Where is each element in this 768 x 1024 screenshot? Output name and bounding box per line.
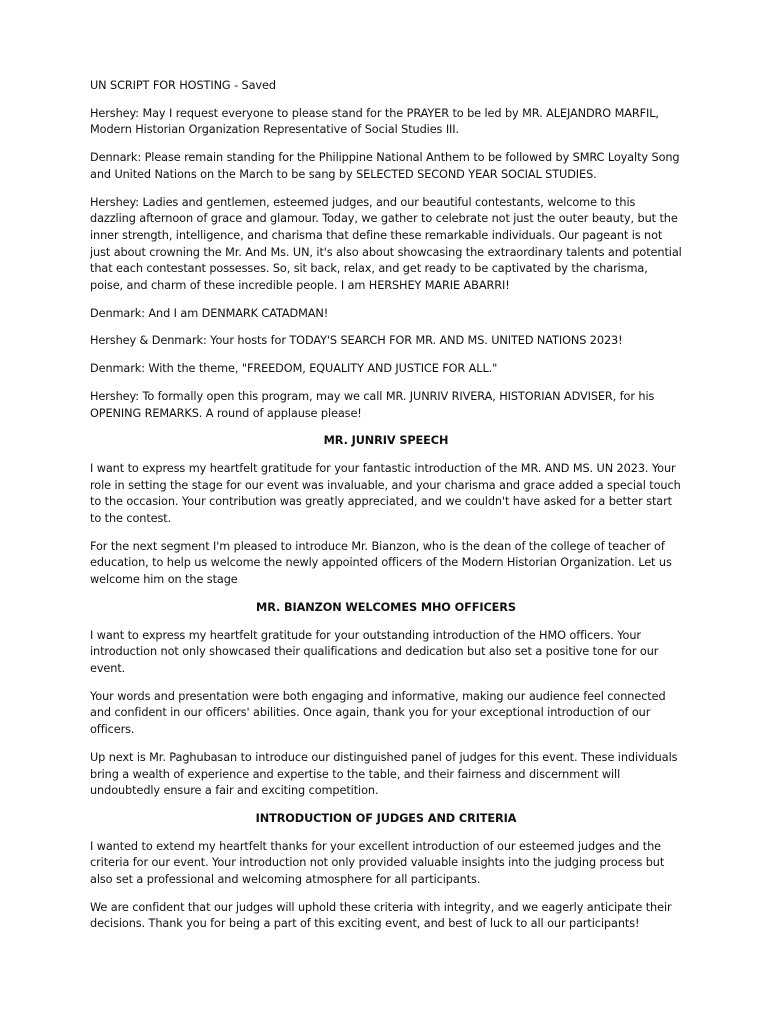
script-paragraph: We are confident that our judges will uphold these criteria with integrity, and we eagerly anticipate their decisions. Thank you for being a part of this exciting event, and best of luck to all our participants! (90, 900, 672, 931)
document-page (90, 78, 682, 944)
script-paragraph: Hershey: Ladies and gentlemen, esteemed judges, and our beautiful contestants, welcome to this dazzling afternoon of grace and glamour. Today, we gather to celebrate not just the outer beauty, but the inner strength, intelligence, and charisma that define these remarkable individuals. Our pageant is not just about crowning the Mr. And Ms. UN, it's also about showcasing the extraordinary talents and potential that each contestant possesses. So, sit back, relax, and get ready to be captivated by the charisma, poise, and charm of these incredible people. I am HERSHEY MARIE ABARRI! (90, 195, 682, 293)
script-paragraph: Your words and presentation were both engaging and informative, making our audience feel connected and confident in our officers' abilities. Once again, thank you for your exceptional introduction of our officers. (90, 689, 666, 737)
script-paragraph: Dennark: Please remain standing for the Philippine National Anthem to be followed by SMRC Loyalty Song and United Nations on the March to be sang by SELECTED SECOND YEAR SOCIAL STUDIES. (90, 151, 680, 181)
section-heading: MR. BIANZON WELCOMES MHO OFFICERS (256, 600, 516, 614)
script-paragraph: Hershey: May I request everyone to please stand for the PRAYER to be led by MR. ALEJANDRO MARFIL, Modern Historian Organization Representative of Social Studies III. (90, 106, 659, 137)
section-heading: MR. JUNRIV SPEECH (323, 434, 449, 448)
script-paragraph: Denmark: And I am DENMARK CATADMAN! (90, 306, 329, 320)
script-paragraph: I want to express my heartfelt gratitude for your outstanding introduction of the HMO officers. Your introduction not only showcased their qualifications and dedication but also set a positive tone for our event. (90, 628, 659, 675)
script-paragraph: Denmark: With the theme, "FREEDOM, EQUALITY AND JUSTICE FOR ALL." (90, 362, 498, 376)
script-paragraph: For the next segment I'm pleased to introduce Mr. Bianzon, who is the dean of the college of teacher of education, to help us welcome the newly appointed officers of the Modern Historian Organization. Let us welcome him on the stage (90, 539, 672, 587)
script-paragraph: Hershey & Denmark: Your hosts for TODAY'S SEARCH FOR MR. AND MS. UNITED NATIONS 2023! (90, 334, 623, 348)
script-paragraph: Up next is Mr. Paghubasan to introduce our distinguished panel of judges for this event. These individuals bring a wealth of experience and expertise to the table, and their fairness and discernment will undoubtedly ensure a fair and exciting competition. (90, 750, 678, 798)
script-paragraph: I wanted to extend my heartfelt thanks for your excellent introduction of our esteemed judges and the criteria for our event. Your introduction not only provided valuable insights into the judging process but also set a professional and welcoming atmosphere for all participants. (90, 839, 665, 887)
document-title: UN SCRIPT FOR HOSTING - Saved (90, 79, 276, 92)
script-paragraph: I want to express my heartfelt gratitude for your fantastic introduction of the MR. AND MS. UN 2023. Your role in setting the stage for our event was invaluable, and your charisma and grace added a special touch to the occasion. Your contribution was greatly appreciated, and we couldn't have asked for a better start to the contest. (90, 461, 681, 526)
script-paragraph: Hershey: To formally open this program, may we call MR. JUNRIV RIVERA, HISTORIAN ADVISER, for his OPENING REMARKS. A round of applause please! (90, 389, 655, 420)
document-body (90, 106, 682, 933)
section-heading: INTRODUCTION OF JUDGES AND CRITERIA (255, 811, 517, 825)
